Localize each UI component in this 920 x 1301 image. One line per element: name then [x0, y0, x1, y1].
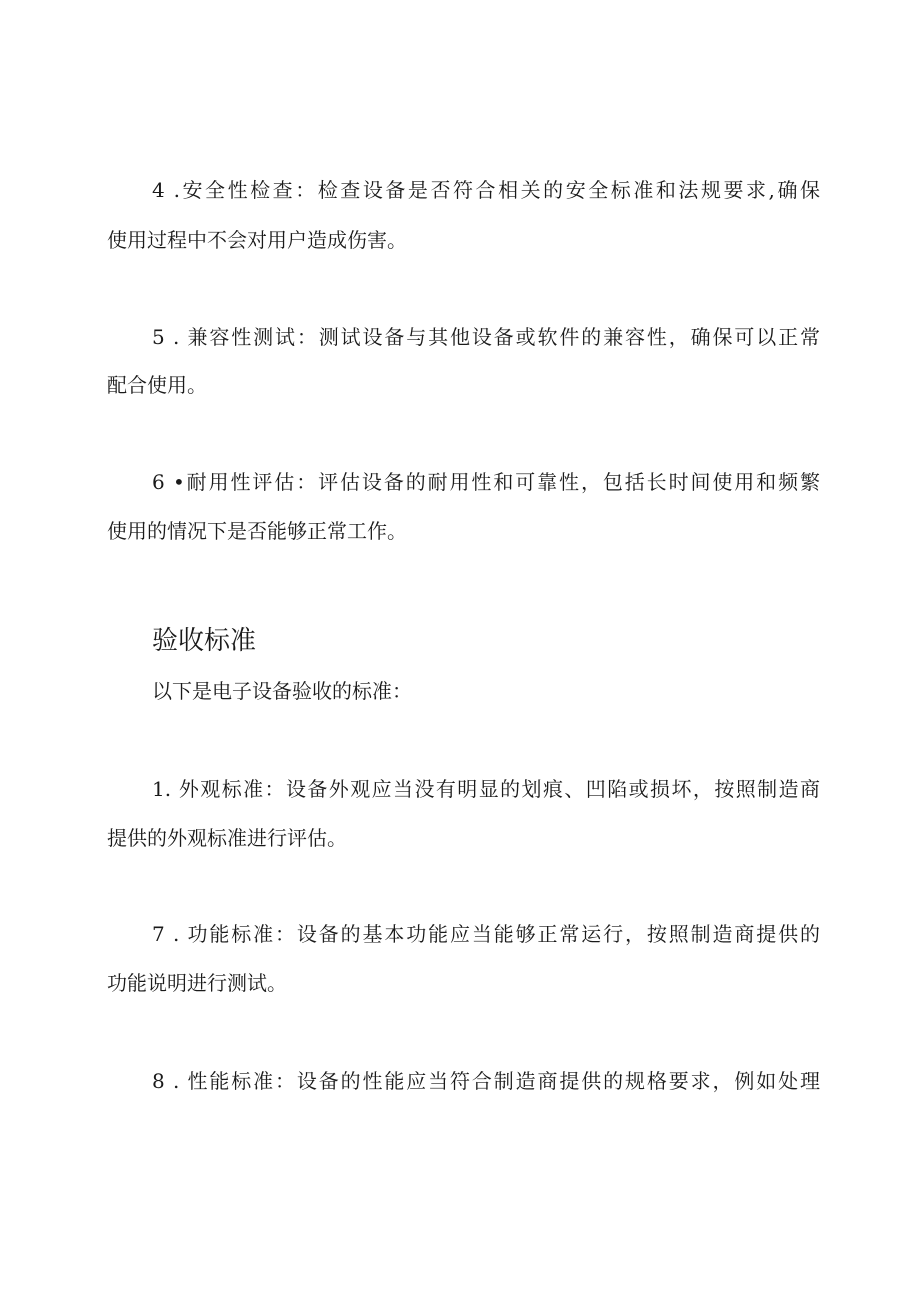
standard-8-line-1: 8 . 性能标准：设备的性能应当符合制造商提供的规格要求，例如处理	[152, 1069, 820, 1093]
item-5-line-1: 5 . 兼容性测试：测试设备与其他设备或软件的兼容性，确保可以正常	[152, 325, 820, 349]
standard-7-line-2: 功能说明进行测试。	[107, 971, 287, 995]
item-6-line-2: 使用的情况下是否能够正常工作。	[107, 519, 407, 543]
section-intro: 以下是电子设备验收的标准：	[152, 679, 412, 703]
standard-7-line-1: 7 . 功能标准：设备的基本功能应当能够正常运行，按照制造商提供的	[152, 922, 820, 946]
item-6-line-1: 6 •耐用性评估：评估设备的耐用性和可靠性，包括长时间使用和频繁	[152, 470, 820, 494]
section-heading: 验收标准	[152, 626, 257, 656]
standard-1-line-2: 提供的外观标准进行评估。	[107, 826, 347, 850]
item-4-line-2: 使用过程中不会对用户造成伤害。	[107, 228, 407, 252]
standard-1-line-1: 1. 外观标准：设备外观应当没有明显的划痕、凹陷或损坏，按照制造商	[152, 777, 820, 801]
item-5-line-2: 配合使用。	[107, 373, 207, 397]
item-4-line-1: 4 .安全性检查：检查设备是否符合相关的安全标准和法规要求,确保	[152, 178, 820, 202]
